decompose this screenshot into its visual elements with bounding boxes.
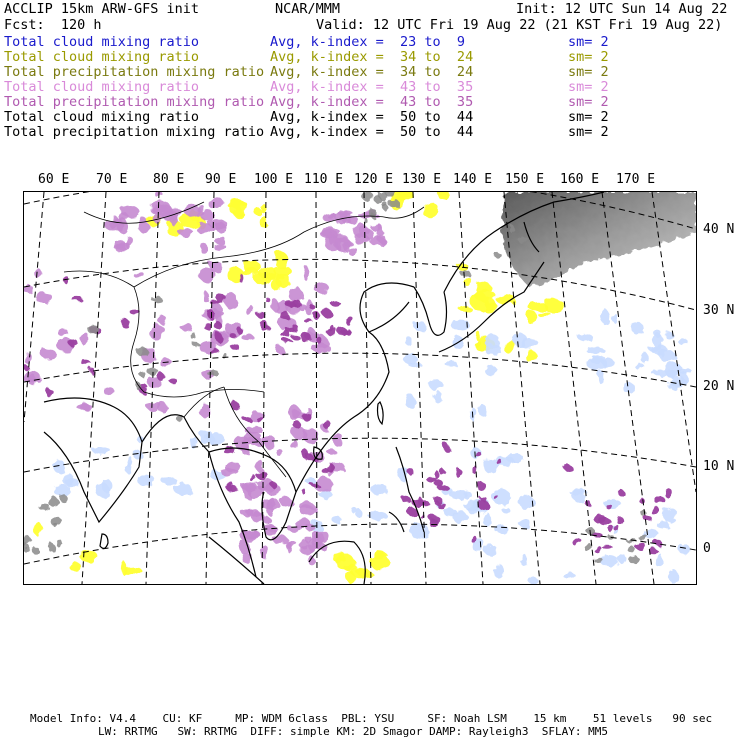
legend-field-6: Total precipitation mixing ratio [4, 124, 265, 140]
lon-label-90: 90 E [205, 172, 237, 187]
legend-sm-0: sm= 2 [568, 34, 609, 50]
legend-avg-3: Avg, k-index = 43 to 35 [270, 79, 474, 95]
model-info-line2: LW: RRTMG SW: RRTMG DIFF: simple KM: 2D Smagor DAMP: Rayleigh3 SFLAY: MM5 [98, 725, 608, 738]
legend-field-2: Total precipitation mixing ratio [4, 64, 265, 80]
model-info-line1: Model Info: V4.4 CU: KF MP: WDM 6class PBL: YSU SF: Noah LSM 15 km 51 levels 90 sec [30, 712, 713, 725]
legend-field-4: Total precipitation mixing ratio [4, 94, 265, 110]
map-panel [23, 191, 697, 585]
lon-label-120: 120 E [354, 172, 394, 187]
lon-label-150: 150 E [505, 172, 545, 187]
lon-label-160: 160 E [560, 172, 600, 187]
lon-label-110: 110 E [304, 172, 344, 187]
legend-sm-1: sm= 2 [568, 49, 609, 65]
legend-sm-6: sm= 2 [568, 124, 609, 140]
legend-avg-6: Avg, k-index = 50 to 44 [270, 124, 474, 140]
legend-sm-5: sm= 2 [568, 109, 609, 125]
legend-avg-0: Avg, k-index = 23 to 9 [270, 34, 466, 50]
lon-label-70: 70 E [96, 172, 128, 187]
legend-sm-2: sm= 2 [568, 64, 609, 80]
lon-label-80: 80 E [153, 172, 185, 187]
legend-sm-3: sm= 2 [568, 79, 609, 95]
center-label: NCAR/MMM [275, 1, 341, 17]
lat-label-40: 40 N [703, 222, 735, 237]
legend-avg-2: Avg, k-index = 34 to 24 [270, 64, 474, 80]
legend-avg-5: Avg, k-index = 50 to 44 [270, 109, 474, 125]
valid-time: Valid: 12 UTC Fri 19 Aug 22 (21 KST Fri 19 Aug 22) [316, 17, 723, 33]
lon-label-140: 140 E [453, 172, 493, 187]
lon-label-170: 170 E [616, 172, 656, 187]
lat-label-30: 30 N [703, 303, 735, 318]
lon-label-100: 100 E [254, 172, 294, 187]
lat-label-10: 10 N [703, 459, 735, 474]
lon-label-60: 60 E [38, 172, 70, 187]
init-time: Init: 12 UTC Sun 14 Aug 22 [516, 1, 728, 17]
lon-label-130: 130 E [402, 172, 442, 187]
legend-avg-1: Avg, k-index = 34 to 24 [270, 49, 474, 65]
lat-label-20: 20 N [703, 379, 735, 394]
legend-field-3: Total cloud mixing ratio [4, 79, 200, 95]
forecast-hour: Fcst: 120 h [4, 17, 102, 33]
legend-field-5: Total cloud mixing ratio [4, 109, 200, 125]
lat-label-0: 0 [703, 541, 711, 556]
legend-field-1: Total cloud mixing ratio [4, 49, 200, 65]
legend-sm-4: sm= 2 [568, 94, 609, 110]
legend-avg-4: Avg, k-index = 43 to 35 [270, 94, 474, 110]
model-title: ACCLIP 15km ARW-GFS init [4, 1, 200, 17]
legend-field-0: Total cloud mixing ratio [4, 34, 200, 50]
map-canvas [24, 192, 696, 584]
